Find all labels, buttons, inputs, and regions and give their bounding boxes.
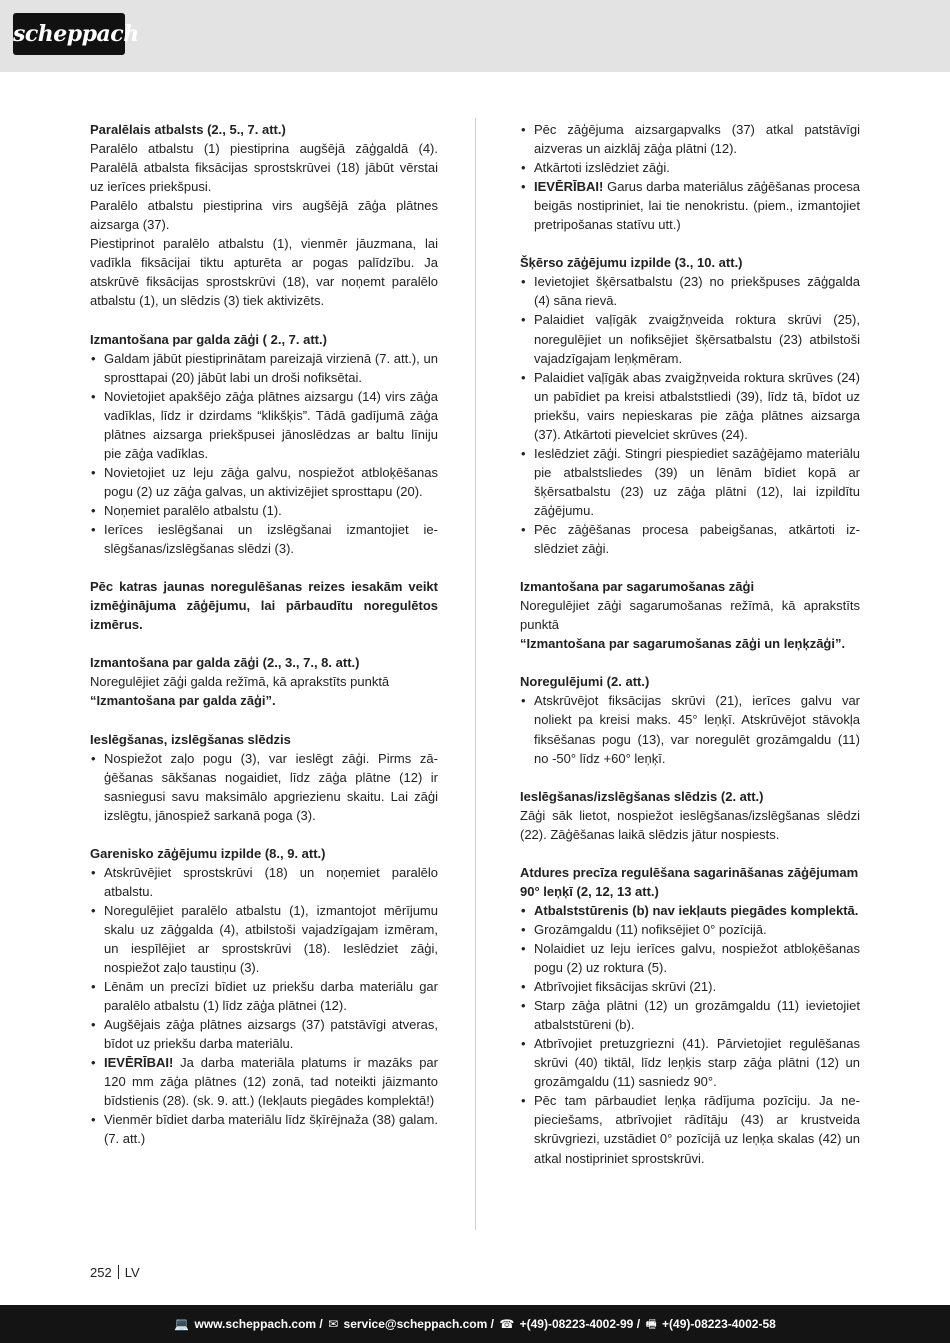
footer-fax: +(49)-08223-4002-58 [662,1317,776,1331]
list-item: • Augšējais zāģa plātnes aizsargs (37) patstāvīgi atveras, bīdot uz priekšu darba materiālu. [90,1015,438,1053]
list-item: • Ierīces ieslēgšanai un izslēgšanai izmantojiet ieslēgšanas/izslēgšanas slēdzi (3). [90,520,438,558]
list-item: • Ievietojiet šķērsatbalstu (23) no priekšpuses zāģgalda (4) sāna rievā. [520,272,860,310]
paragraph-bold: “Izmantošana par galda zāģi”. [90,693,276,709]
footer-phone: +(49)-08223-4002-99 / [519,1317,641,1331]
fax-icon: 🖷 [645,1317,657,1331]
bullet-list [520,272,860,558]
list-item: • Nolaidiet uz leju ierīces galvu, nospiežot atbloķēšanas pogu (2) uz roktura (5). [520,939,860,977]
list-item: • Lēnām un precīzi bīdiet uz priekšu darba materiālu gar paralēlo atbalstu (1) līdz zāģa plātnei (12). [90,977,438,1015]
list-item: • Atkārtoti izslēdziet zāģi. [520,158,860,177]
section-heading: Izmantošana par galda zāģi (2., 3., 7., 8. att.) [90,655,360,671]
header-bar [0,0,950,72]
list-item: • Nospiežot zaļo pogu (3), var ieslēgt zāģi. Pirms zāģēšanas sākšanas nogaidiet, līdz zāģa plātne (12) ir sasniegusi savu maksimālo apgriezienu skaitu. Lai zāģi izslēgtu, jānospiež sarkanā poga (3). [90,749,438,825]
list-item: • Novietojiet apakšējo zāģa plātnes aizsargu (14) virs zāģa vadīklas, līdz ir dzirdams “klikšķis”. Tādā gadījumā zāģa plātnes aizsarga priekšpusei jānoslēdzas ar baltu līniju pie zāģa vadīklas. [90,387,438,463]
list-item: • Starp zāģa plātni (12) un grozāmgaldu (11) ievietojiet atbalststūreni (b). [520,996,860,1034]
phone-icon: ☎ [499,1317,515,1331]
footer-email-link[interactable]: service@scheppach.com / [343,1317,494,1331]
warning-label: IEVĒRĪBAI! [534,179,604,195]
paragraph: Piestiprinot paralēlo atbalstu (1), vienmēr jāuzmana, lai vadīkla fiksācijai tiktu apturēta ar pogas palīdzību. Ja atskrūvē fiksācijas sprostskrūvi (18), var noņemt paralēlo atbalstu (1), un slēdzis (3) tiek aktivizēts. [90,236,438,309]
list-item: • Noregulējiet paralēlo atbalstu (1), izmantojot mērījumu skalu uz zāģgalda (4), atbilstoši vajadzīgajam izmēram, un iespīlējiet ar sprostskrūvi (18). Ieslēdziet zāģi, nospiežot zaļo taustiņu (3). [90,901,438,977]
paragraph: Noregulējiet zāģi galda režīmā, kā aprakstīts punktā [90,674,390,690]
list-item: • Novietojiet uz leju zāģa galvu, nospiežot atbloķēšanas pogu (2) uz zāģa galvas, un aktivizējiet sprosttapu (20). [90,463,438,501]
section-heading: Ieslēgšanas/izslēgšanas slēdzis (2. att.) [520,788,764,804]
list-item: • Pēc zāģēšanas procesa pabeigšanas, atkārtoti izslēdziet zāģi. [520,520,860,558]
list-item: • Atskrūvējot fiksācijas skrūvi (21), ierīces galvu var noliekt pa kreisi maks. 45° leņķī. Atskrūvējot stāvokļa fiksēšanas pogu (13), var noregulēt grozāmgaldu (11) no -50° līdz +60° leņķī. [520,691,860,767]
warning-text: Garus darba materiālus zāģēšanas procesa beigās nostipriniet, lai tie nenokristu. (piem., izmantojiet pretripošanas statīvu utt.) [534,179,860,233]
list-item: • Palaidiet vaļīgāk zvaigžņveida roktura skrūvi (25), noregulējiet un nofiksējiet šķērsatbalstu (23) atbilstoši vajadzīgajam leņķmēram. [520,310,860,367]
bullet-list [520,901,860,1168]
section-heading: Atdures precīza regulēšana sagarināšanas zāģējumam 90° leņķī (2, 12, 13 att.) [520,864,859,899]
footer-website-link[interactable]: www.scheppach.com / [194,1317,323,1331]
list-item-warning [90,1053,438,1110]
section-heading: Izmantošana par galda zāģi ( 2., 7. att.) [90,331,327,347]
bullet-list [520,691,860,767]
warning-text: Ja darba materiāla platums ir mazāks par 120 mm zāģa plātnes (12) zonā, tad noteikti jāizmanto bīdstienis (28). (sk. 9. att.) (Iekļauts piegādes komplektā!) [104,1055,438,1109]
page-language: LV [124,1265,140,1280]
section-heading: Šķērso zāģējumu izpilde (3., 10. att.) [520,255,743,271]
list-item: • Noņemiet paralēlo atbalstu (1). [90,501,438,520]
section-heading: Izmantošana par sagarumošanas zāģi [520,579,755,595]
bullet-list [90,349,438,559]
scheppach-logo: scheppach [13,13,125,55]
list-item: • Galdam jābūt piestiprinātam pareizajā virzienā (7. att.), un sprosttapai (20) jābūt labi un droši nofiksētai. [90,349,438,387]
list-item: • Grozāmgaldu (11) nofiksējiet 0° pozīcijā. [520,920,860,939]
left-column [90,120,438,1149]
bullet-list [90,863,438,1149]
computer-icon: 💻 [174,1317,190,1331]
list-item: • Pēc zāģējuma aizsargapvalks (37) atkal patstāvīgi aizveras un aizklāj zāģa plātni (12). [520,120,860,158]
paragraph-bold: “Izmantošana par sagarumošanas zāģi un leņķzāģi”. [520,636,846,652]
section-heading: Paralēlais atbalsts (2., 5., 7. att.) [90,122,286,137]
paragraph: Zāģi sāk lietot, nospiežot ieslēgšanas/izslēgšanas slēdzi (22). Zāģēšanas laikā slēdzis jātur nospiests. [520,807,860,842]
list-item: • Pēc tam pārbaudiet leņķa rādījuma pozīciju. Ja nepieciešams, atbrīvojiet rādītāju (43) ar krustveida skrūvgriezi, uzstādiet 0° pozīcijā uz leņķa skalas (42) un atkal nostipriniet sprostskrūvi. [520,1091,860,1167]
list-item: • Ieslēdziet zāģi. Stingri piespiediet sazāģējamo materiālu pie atbalstsliedes (39) un lēnām bīdiet kopā ar šķērsatbalstu (23) uz zāģa plātni (12), lai izpildītu zāģējumu. [520,444,860,520]
bullet-list [90,749,438,825]
right-column [520,120,860,1168]
list-item-warning [520,177,860,234]
list-item: • Palaidiet vaļīgāk abas zvaigžņveida roktura skrūves (24) un pabīdiet pa kreisi atbalststliedi (39), līdz tā, bīdot uz priekšu, vairs nepieskaras pie zāģa plātnes aizsarga (37). Atkārtoti pievelciet skrūves (24). [520,368,860,444]
list-item: • Atbrīvojiet pretuzgriezni (41). Pārvietojiet regulēšanas skrūvi (40) tiktāl, līdz leņķis starp zāģa plātni (12) un grozāmgaldu (11) sasniedz 90°. [520,1034,860,1091]
paragraph: Paralēlo atbalstu (1) piestiprina augšējā zāģgaldā (4). Paralēlā atbalsta fiksācijas sprostskrūvei (18) jābūt vērstai uz ierīces priekšpusi. [90,141,438,195]
section-heading: Garenisko zāģējumu izpilde (8., 9. att.) [90,845,326,861]
list-item-bold: • Atbalststūrenis (b) nav iekļauts piegādes komplektā. [520,901,860,920]
paragraph: Paralēlo atbalstu piestiprina virs augšējā zāģa plātnes aizsarga (37). [90,198,438,233]
section-heading: Noregulējumi (2. att.) [520,674,650,690]
warning-note: Pēc katras jaunas noregulēšanas reizes iesakām veikt izmēģinājuma zāģējumu, lai pārbaudītu noregulētos izmērus. [90,579,438,633]
page-number [90,1265,140,1280]
list-item: • Vienmēr bīdiet darba materiālu līdz šķīrējnaža (38) galam. (7. att.) [90,1110,438,1148]
section-heading: Ieslēgšanas, izslēgšanas slēdzis [90,731,291,747]
list-item: • Atbrīvojiet fiksācijas skrūvi (21). [520,977,860,996]
list-item: • Atskrūvējiet sprostskrūvi (18) un noņemiet paralēlo atbalstu. [90,863,438,901]
mail-icon: ✉ [328,1317,339,1331]
warning-label: IEVĒRĪBAI! [104,1055,174,1071]
page-number-value: 252 [90,1265,112,1280]
bullet-list [520,120,860,234]
paragraph: Noregulējiet zāģi sagarumošanas režīmā, kā aprakstīts punktā [520,598,860,633]
footer-bar [0,1305,950,1343]
column-divider [475,118,476,1230]
